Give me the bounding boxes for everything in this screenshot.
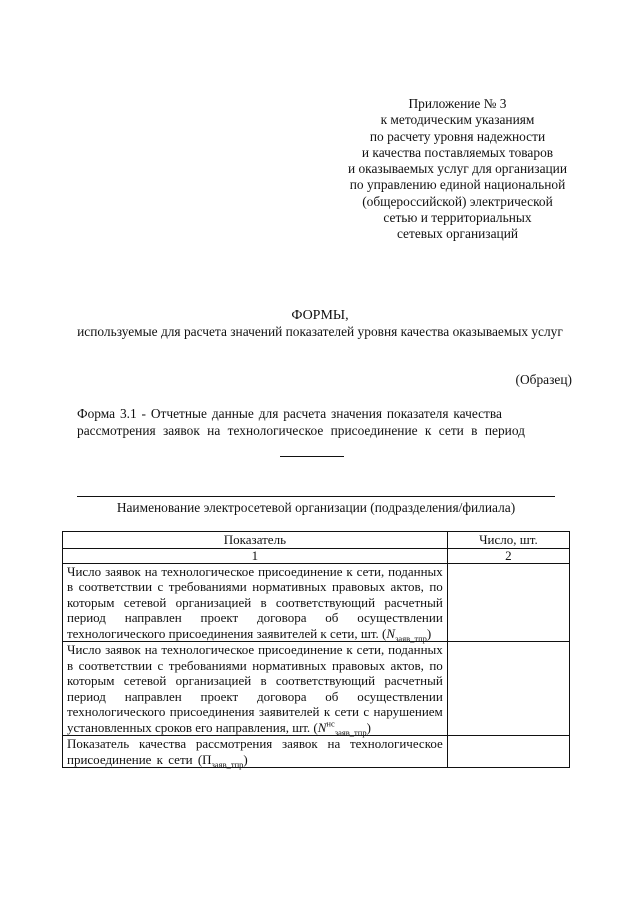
appendix-line: сетью и территориальных — [383, 210, 532, 226]
formula-close: ) — [426, 625, 432, 641]
appendix-line: по управлению единой национальной — [349, 177, 566, 193]
value-cell[interactable] — [447, 736, 569, 768]
formula-symbol: N — [386, 625, 396, 641]
indicator-text — [67, 642, 443, 738]
forms-title: ФОРМЫ, — [291, 308, 349, 323]
formula-subscript: заяв_тпр — [211, 759, 244, 770]
formula-symbol: П — [202, 751, 212, 767]
appendix-line: и качества поставляемых товаров — [361, 144, 554, 160]
form-caption-line: рассмотрения заявок на технологическое присоединение к сети в период — [77, 423, 525, 438]
period-blank-line — [280, 456, 344, 457]
table-row — [63, 642, 570, 736]
header-indicator: Показатель — [63, 532, 448, 549]
org-name-label: Наименование электросетевой организации (подразделения/филиала) — [116, 500, 516, 515]
formula-symbol: N — [317, 719, 327, 735]
appendix-line: к методическим указаниям — [380, 112, 535, 128]
sample-label: (Образец) — [515, 372, 572, 387]
forms-subtitle: используемые для расчета значений показателей уровня качества оказываемых услуг — [77, 324, 563, 339]
header-count: Число, шт. — [447, 532, 569, 549]
indicator-cell — [63, 563, 448, 642]
formula-close: ) — [243, 751, 248, 767]
appendix-line: по расчету уровня надежности — [369, 128, 546, 144]
indicator-label: Показатель качества рассмотрения заявок на технологическое присоединение к сети ( — [67, 736, 443, 767]
form-caption-line: Форма 3.1 - Отчетные данные для расчета значения показателя качества — [77, 406, 502, 421]
appendix-line: и оказываемых услуг для организации — [347, 161, 568, 177]
indicators-table — [62, 531, 570, 768]
table-row — [63, 736, 570, 768]
indicator-label: Число заявок на технологическое присоединение к сети, поданных в соответствии с требованиями нормативных правовых актов, по которым сетевой организацией в соответствующий расчетный период направлен проект договора об осуществлении технологического присоединения заявителей к сети, шт. ( — [67, 563, 443, 641]
formula-superscript: нс — [326, 718, 335, 729]
appendix-line: (общероссийской) электрической — [362, 193, 553, 209]
formula-subscript: заяв_тпр — [334, 727, 367, 738]
formula-subscript: заяв_тпр — [395, 633, 427, 644]
column-number: 1 — [63, 548, 448, 563]
appendix-line: Приложение № 3 — [408, 96, 507, 111]
indicator-label: Число заявок на технологическое присоединение к сети, поданных в соответствии с требованиями нормативных правовых актов, по которым сетевой организацией в соответствующий расчетный период направлен проект договора об осуществлении технологического присоединения заявителей к сети с нарушением установленных сроков его направления, шт. ( — [67, 642, 443, 735]
column-number: 2 — [447, 548, 569, 563]
value-cell[interactable] — [447, 642, 569, 736]
indicator-text — [67, 736, 443, 770]
form-caption — [77, 405, 557, 439]
table-row — [63, 563, 570, 642]
indicator-cell — [63, 736, 448, 768]
value-cell[interactable] — [447, 563, 569, 642]
table-header-row — [63, 532, 570, 549]
table-column-numbers-row — [63, 548, 570, 563]
formula-close: ) — [366, 719, 371, 735]
appendix-block — [300, 96, 615, 243]
indicator-text — [67, 564, 443, 642]
appendix-line: сетевых организаций — [396, 226, 519, 242]
org-name-blank-line — [77, 496, 555, 497]
indicator-cell — [63, 642, 448, 736]
